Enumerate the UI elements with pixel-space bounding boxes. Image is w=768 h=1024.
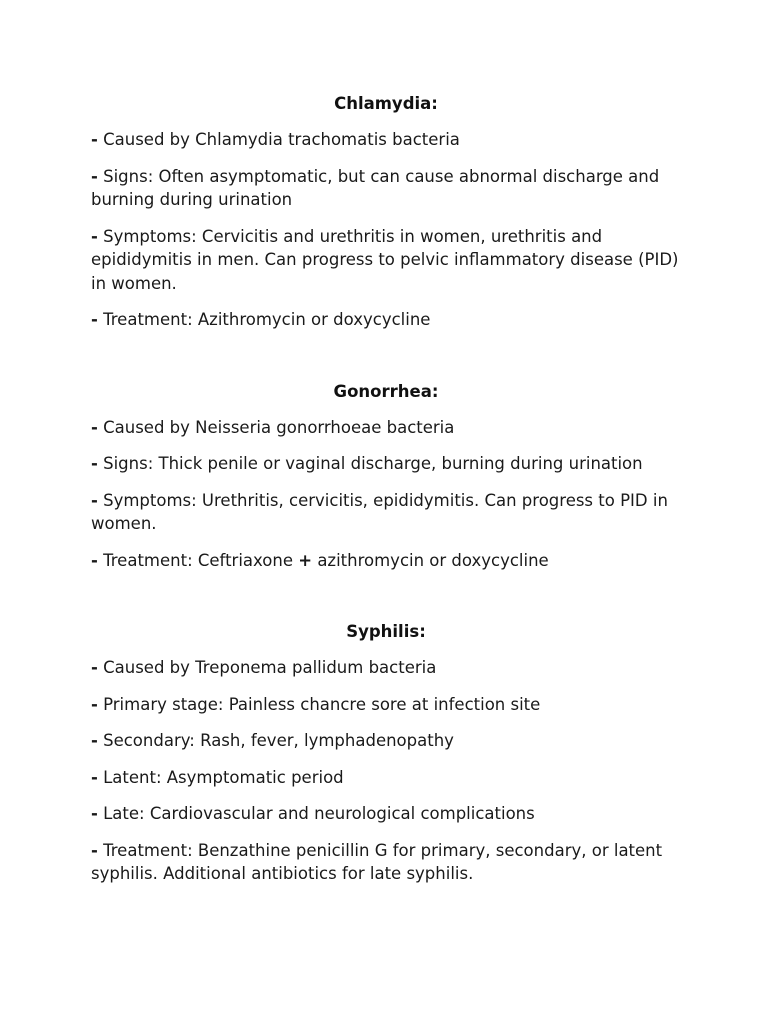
bullet-dash: - <box>91 166 98 186</box>
bullet-dash: - <box>91 310 98 329</box>
bullet-dash: - <box>91 417 98 437</box>
list-item <box>91 729 681 753</box>
section-syphilis <box>91 620 681 886</box>
bullet-dash: - <box>91 694 98 714</box>
item-text: Latent: Asymptomatic period <box>103 767 344 787</box>
bullet-dash: - <box>91 130 98 149</box>
document-page <box>91 92 681 934</box>
list-item <box>91 165 681 212</box>
bullet-dash: - <box>91 226 98 246</box>
treatment-prefix: Treatment: Ceftriaxone <box>103 550 293 570</box>
section-title-chlamydia: Chlamydia: <box>334 94 438 113</box>
list-item <box>91 802 681 826</box>
item-text: Caused by Neisseria gonorrhoeae bacteria <box>103 417 455 437</box>
section-title-gonorrhea: Gonorrhea: <box>333 381 439 401</box>
bullet-dash: - <box>91 804 98 823</box>
list-item <box>91 128 681 152</box>
bullet-dash: - <box>91 550 98 570</box>
item-text: Treatment: Azithromycin or doxycycline <box>103 310 431 329</box>
list-item-treatment <box>91 549 681 573</box>
item-text: Caused by Treponema pallidum bacteria <box>103 658 437 677</box>
bullet-dash: - <box>91 490 98 510</box>
section-title-syphilis: Syphilis: <box>346 622 426 641</box>
item-text: Caused by Chlamydia trachomatis bacteria <box>103 130 460 149</box>
treatment-suffix: azithromycin or doxycycline <box>317 550 549 570</box>
item-text: Symptoms: Cervicitis and urethritis in women, urethritis and epididymitis in men. Can progress to pelvic inflammatory disease (PID) in women. <box>91 226 679 293</box>
list-item <box>91 308 681 332</box>
section-gonorrhea <box>91 380 681 573</box>
list-item <box>91 452 681 476</box>
item-text: Primary stage: Painless chancre sore at infection site <box>103 694 541 714</box>
item-text: Late: Cardiovascular and neurological complications <box>103 804 535 823</box>
bullet-dash: - <box>91 658 98 677</box>
list-item <box>91 766 681 790</box>
bullet-dash: - <box>91 731 98 750</box>
item-text: Secondary: Rash, fever, lymphadenopathy <box>103 731 454 750</box>
list-item <box>91 489 681 536</box>
list-item <box>91 693 681 717</box>
list-item <box>91 839 681 886</box>
item-text: Signs: Thick penile or vaginal discharge, burning during urination <box>103 454 643 473</box>
list-item <box>91 416 681 440</box>
item-text: Signs: Often asymptomatic, but can cause abnormal discharge and burning during urination <box>91 166 660 209</box>
item-text: Treatment: Benzathine penicillin G for primary, secondary, or latent syphilis. Additional antibiotics for late syphilis. <box>91 840 663 883</box>
bullet-dash: - <box>91 840 98 860</box>
bullet-dash: - <box>91 767 98 787</box>
item-text: Symptoms: Urethritis, cervicitis, epididymitis. Can progress to PID in women. <box>91 490 668 533</box>
section-chlamydia <box>91 92 681 332</box>
list-item <box>91 225 681 296</box>
plus-sign: + <box>298 550 313 570</box>
bullet-dash: - <box>91 454 98 473</box>
list-item <box>91 656 681 680</box>
